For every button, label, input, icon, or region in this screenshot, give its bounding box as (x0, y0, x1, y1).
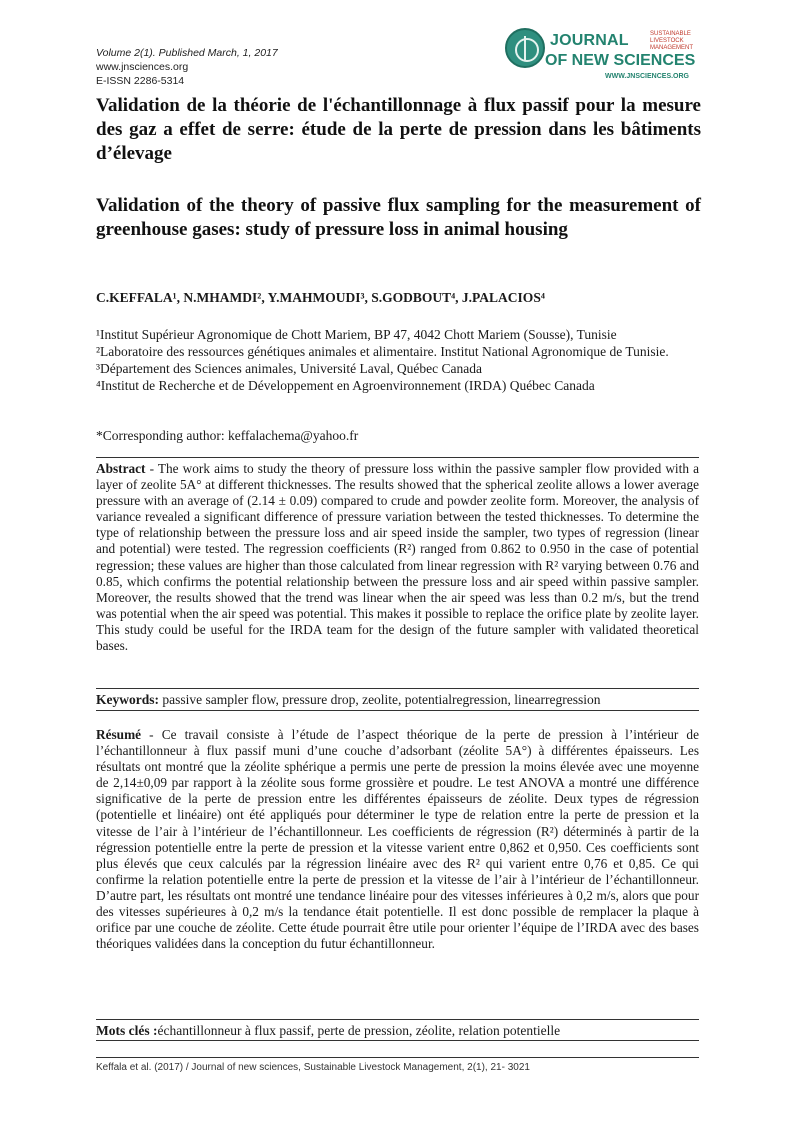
keywords-section (96, 692, 601, 708)
volume-line: Volume 2(1). Published March, 1, 2017 (96, 47, 278, 59)
resume-label: Résumé (96, 727, 142, 742)
divider (96, 1019, 699, 1020)
keywords-label: Keywords: (96, 692, 159, 707)
divider (96, 688, 699, 689)
affiliations (96, 326, 701, 394)
divider (96, 457, 699, 458)
logo-line1: JOURNAL (550, 32, 629, 49)
affiliation-4: ⁴Institut de Recherche et de Développement en Agroenvironnement (IRDA) Québec Canada (96, 378, 595, 393)
page-footer: Keffala et al. (2017) / Journal of new sciences, Sustainable Livestock Management, 2(1), 21- 3021 (96, 1062, 530, 1073)
issn-line: E-ISSN 2286-5314 (96, 75, 185, 87)
website-line: www.jnsciences.org (96, 61, 189, 73)
footer-divider (96, 1057, 699, 1058)
mots-cles-section (96, 1023, 560, 1039)
logo-tagline: SUSTAINABLE LIVESTOCK MANAGEMENT (650, 31, 694, 51)
resume-text: - Ce travail consiste à l’étude de l’aspect théorique de la perte de pression à l’intérieur de l’échantillonneur à flux passif muni d’une couche d’adsorbant (zéolite 5A°) à différentes épaisseurs. Les résultats ont montré que la zéolite sphérique a permis une perte de pression la moins élevée avec une moyenne de 2,14±0,09 par rapport à la zéolite sous forme grossière et poudre. Le test ANOVA a montré une différence significative de la perte de pression entre les différentes épaisseurs de zéolite. Deux types de régression (potentielle et linéaire) ont été appliqués pour déterminer le type de relation entre la perte de pression et la vitesse de l’air à l’intérieur de l’échantillonneur. Les coefficients de régression (R²) déterminés à partir de la régression potentielle entre la perte de pression et la vitesse varient entre 0,862 et 0,950. Ces coefficients sont plus élevés que ceux calculés par la régression linéaire avec des R² qui varient entre 0,76 et 0,85. Ce qui confirme la relation potentielle entre la perte de pression et la vitesse de l’air à l’intérieur de l’échantillonneur. D’autre part, les résultats ont montré une tendance linéaire pour des vitesses inférieures à 0,2 m/s, alors que pour des vitesses supérieures à 0,2 m/s la tendance était potentielle. Il est donc possible de remplacer la plaque à orifice par une couche de zéolite. Cette étude pourrait être utile pour orienter l’équipe de l’IRDA avec des bases théoriques validées dans la conception du futur échantillonneur. (96, 727, 699, 952)
corresponding-author: *Corresponding author: keffalachema@yahoo.fr (96, 428, 359, 443)
journal-header-info (96, 46, 278, 88)
title-english: Validation of the theory of passive flux sampling for the measurement of greenhouse gases: study of pressure loss in animal housing (96, 195, 701, 240)
affiliation-3: ³Département des Sciences animales, Université Laval, Québec Canada (96, 361, 483, 376)
affiliation-1: ¹Institut Supérieur Agronomique de Chott Mariem, BP 47, 4042 Chott Mariem (Sousse), Tunisie (96, 327, 617, 342)
mots-cles-text: échantillonneur à flux passif, perte de pression, zéolite, relation potentielle (157, 1023, 561, 1038)
abstract-section (96, 461, 699, 654)
abstract-text: - The work aims to study the theory of pressure loss within the passive sampler flow provided with a layer of zeolite 5A° at different thicknesses. The results showed that the spherical zeolite allows a lower average pressure with an average of (2.14 ± 0.09) compared to crude and powder zeolite form. Moreover, the analysis of variance revealed a significant difference of pressure variation between the tested thicknesses. To determine the type of relationship between the pressure loss and air speed inside the sampler, two types of regression (linear and potential) were tested. The regression coefficients (R²) ranged from 0.862 to 0.950 in the case of potential regression; these values are higher than those calculated from linear regression with R² varying between 0.76 and 0.85, which confirms the potential relationship between the pressure loss and air speed within passive sampler. Moreover, the results showed that the trend was linear when the air speed was less than 0.2 m/s, but the trend was potential when the air speed was potential. This makes it possible to replace the orifice plate by zeolite layer. This study could be useful for the IRDA team for the design of the future sampler with validated theoretical bases. (96, 461, 699, 654)
logo-url: WWW.JNSCIENCES.ORG (605, 73, 690, 80)
logo-line2: OF NEW SCIENCES (545, 52, 696, 69)
globe-icon (505, 28, 545, 68)
affiliation-2: ²Laboratoire des ressources génétiques animales et alimentaire. Institut National Agronomique de Tunisie. (96, 344, 669, 359)
abstract-label: Abstract (96, 461, 146, 476)
author-list: C.KEFFALA¹, N.MHAMDI², Y.MAHMOUDI³, S.GODBOUT⁴, J.PALACIOS⁴ (96, 290, 545, 305)
title-french: Validation de la théorie de l'échantillonnage à flux passif pour la mesure des gaz a effet de serre: étude de la perte de pression dans les bâtiments d’élevage (96, 95, 701, 164)
divider (96, 1040, 699, 1041)
resume-section (96, 727, 699, 952)
divider (96, 710, 699, 711)
mots-cles-label: Mots clés : (96, 1023, 158, 1038)
keywords-text: passive sampler flow, pressure drop, zeolite, potentialregression, linearregression (159, 692, 601, 707)
journal-logo (505, 28, 705, 86)
